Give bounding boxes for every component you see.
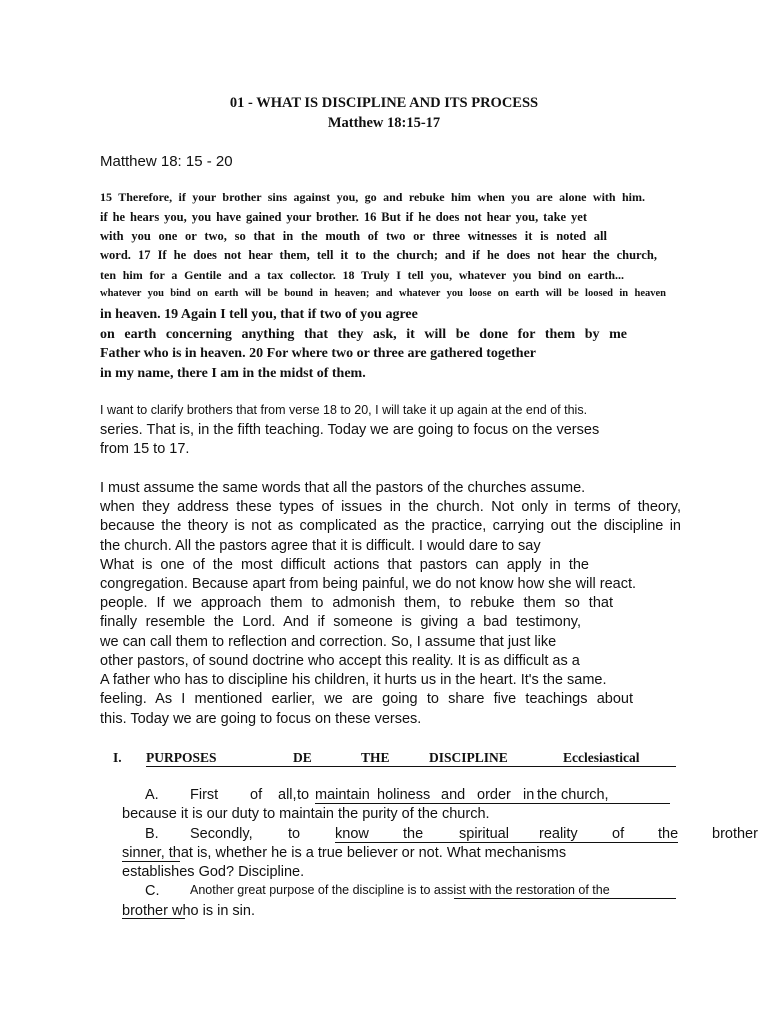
scripture-line: on earth concerning anything that they ask, it will be done for them by me (100, 327, 627, 342)
paragraph-line: from 15 to 17. (100, 441, 190, 457)
item-word: the (537, 787, 558, 803)
item-word: of (612, 826, 625, 842)
heading-word: Ecclesiastical (563, 750, 640, 765)
heading-underline (146, 766, 676, 767)
item-word: Secondly, (190, 826, 253, 842)
paragraph-line: other pastors, of sound doctrine who accept this reality. It is as difficult as a (100, 653, 580, 669)
heading-word: DE (293, 750, 312, 765)
item-word: to (297, 787, 310, 803)
document-subtitle: Matthew 18:15-17 (327, 115, 441, 131)
paragraph-line: feeling. As I mentioned earlier, we are going to share five teachings about (100, 691, 633, 707)
heading-word: PURPOSES (146, 750, 217, 765)
paragraph-line: this. Today we are going to focus on these verses. (100, 711, 422, 727)
scripture-reference: Matthew 18: 15 - 20 (100, 153, 233, 170)
item-word: of (250, 787, 263, 803)
paragraph-line: I must assume the same words that all the pastors of the churches assume. (100, 480, 586, 496)
paragraph-line: we can call them to reflection and correction. So, I assume that just like (100, 634, 557, 650)
paragraph-line: congregation. Because apart from being painful, we do not know how she will react. (100, 576, 637, 592)
item-underline (315, 803, 670, 804)
paragraph-line: series. That is, in the fifth teaching. Today we are going to focus on the verses (100, 422, 600, 438)
item-underline (335, 842, 678, 843)
item-line: because it is our duty to maintain the purity of the church. (122, 806, 490, 822)
scripture-line: ten him for a Gentile and a tax collector. 18 Truly I tell you, whatever you bind on earth... (100, 268, 624, 282)
paragraph-line: finally resemble the Lord. And if someone is giving a bad testimony, (100, 614, 581, 630)
item-line: Another great purpose of the discipline is to assist with the restoration of the (190, 883, 610, 897)
paragraph-line: because the theory is not as complicated as the practice, carrying out the discipline in (100, 518, 681, 534)
paragraph-line: A father who has to discipline his children, it hurts us in the heart. It's the same. (100, 672, 607, 688)
item-word: First (190, 787, 219, 803)
item-word: holiness (377, 787, 431, 803)
scripture-line: in my name, there I am in the midst of them. (100, 366, 366, 381)
paragraph-line: when they address these types of issues in the church. Not only in terms of theory, (100, 499, 681, 515)
item-word: in (523, 787, 535, 803)
scripture-line: with you one or two, so that in the mouth of two or three witnesses it is noted all (100, 229, 607, 243)
item-word: maintain (315, 787, 370, 803)
item-marker: B. (145, 826, 159, 842)
item-marker: C. (145, 883, 160, 899)
item-marker: A. (145, 787, 159, 803)
scripture-line: in heaven. 19 Again I tell you, that if two of you agree (100, 307, 418, 322)
item-word: the (403, 826, 424, 842)
scripture-line: whatever you bind on earth will be bound in heaven; and whatever you loose on earth will be loosed in heaven (100, 288, 666, 299)
item-line: brother who is in sin. (122, 903, 255, 919)
paragraph-line: people. If we approach them to admonish them, to rebuke them so that (100, 595, 613, 611)
scripture-line: Father who is in heaven. 20 For where two or three are gathered together (100, 346, 537, 361)
paragraph-line: the church. All the pastors agree that it is difficult. I would dare to say (100, 538, 541, 554)
item-word: the (658, 826, 679, 842)
item-underline (454, 898, 676, 899)
section-numeral: I. (113, 750, 122, 765)
item-word: church, (561, 787, 609, 803)
scripture-line: if he hears you, you have gained your brother. 16 But if he does not hear you, take yet (100, 210, 587, 224)
item-word: spiritual (459, 826, 509, 842)
item-word: and (441, 787, 466, 803)
item-underline (122, 861, 180, 862)
scripture-line: word. 17 If he does not hear them, tell it to the church; and if he does not hear the church, (100, 248, 657, 262)
item-word: reality (539, 826, 578, 842)
item-line: establishes God? Discipline. (122, 864, 305, 880)
item-word: all, (278, 787, 297, 803)
item-line: sinner, that is, whether he is a true believer or not. What mechanisms (122, 845, 567, 861)
paragraph-line: I want to clarify brothers that from verse 18 to 20, I will take it up again at the end of this. (100, 403, 588, 417)
item-word: know (335, 826, 369, 842)
document-title: 01 - WHAT IS DISCIPLINE AND ITS PROCESS (229, 95, 539, 111)
item-underline (122, 918, 185, 919)
item-word: brother (712, 826, 758, 842)
heading-word: THE (361, 750, 390, 765)
scripture-line: 15 Therefore, if your brother sins against you, go and rebuke him when you are alone with him. (100, 190, 645, 204)
item-word: order (477, 787, 511, 803)
heading-word: DISCIPLINE (429, 750, 508, 765)
item-word: to (288, 826, 301, 842)
paragraph-line: What is one of the most difficult actions that pastors can apply in the (100, 557, 589, 573)
